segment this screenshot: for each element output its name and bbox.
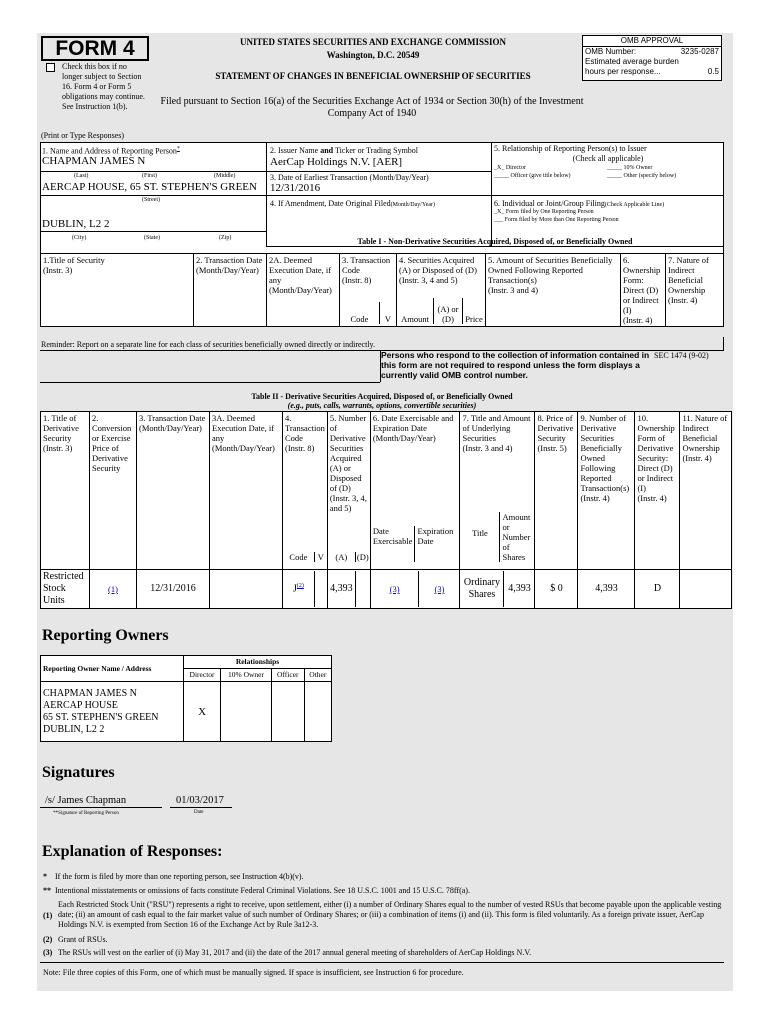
issuer-name: AerCap Holdings N.V. [AER] [270,156,403,168]
reminder-text: Reminder: Report on a separate line for each class of securities beneficially owned directly or indirectly. [41,340,376,349]
fn2-mark: (2) [43,935,53,944]
explanation-fn1: Each Restricted Stock Unit ("RSU") represents a right to receive, upon settlement, either (i) a number of Ordinary Shares equal to the number of vested RSUs that become payable upon the applicable vesting date; (ii) an amount of cash equal to the fair market value of such number of Ordinary Shares; or (iii) a combination of items (i) and (ii). This form is filed voluntarily. As a foreign private issuer, AerCap Holdings N.V. is exempted from Section 16 of the Exchange Act by Rule 3a12-3. [58,900,722,929]
filing-note: Note: File three copies of this Form, one of which must be manually signed. If space is insufficient, see Instruction 6 for procedure. [43,968,464,977]
signature-date: 01/03/2017 [176,795,224,806]
signature-value: /s/ James Chapman [45,795,127,806]
footnote-link-3b[interactable]: (3) [434,584,445,594]
t1-col-date: 2. Transaction Date (Month/Day/Year) [194,254,267,327]
omb-number-value: 3235-0287 [680,47,719,56]
explanation-heading: Explanation of Responses: [42,843,223,860]
signature-label: **Signature of Reporting Person [53,811,119,816]
relationship-label: 5. Relationship of Reporting Person(s) to Issuer [494,144,647,153]
table-row [41,570,732,609]
t2-sub-expiration: Expiration Date [414,526,459,562]
t1-sub-amount: Amount [401,314,429,324]
t1-col-acquired: 4. Securities Acquired (A) or Disposed of (D) (Instr. 3, 4 and 5) Amount (A) or (D) Price [397,254,486,327]
agency-location: Washington, D.C. 20549 [326,50,420,60]
ro-owner-line: CHAPMAN JAMES N [43,687,137,699]
reporting-owners-heading: Reporting Owners [42,627,169,644]
reporting-person-name: CHAPMAN JAMES N [42,155,146,167]
t2-col-form: 10. Ownership Form of Derivative Security: Direct (D) or Indirect (I) (Instr. 4) [635,412,680,570]
t2-sub-exercisable: Date Exercisable [372,526,413,546]
reporting-person-label: 1. Name and Address of Reporting Person [42,146,177,156]
reporting-owners-table [40,655,332,742]
t1-col-owned: 5. Amount of Securities Beneficially Owned Following Reported Transaction(s) (Instr. 3 and 4) [486,254,621,327]
signatures-heading: Signatures [42,764,115,781]
t1-col-nature: 7. Nature of Indirect Beneficial Ownership (Instr. 4) [666,254,724,327]
city-label: (City) [72,235,87,241]
t2-col-underlying: 7. Title and Amount of Underlying Securities (Instr. 3 and 4) Title Amount or Number of Shares [460,412,535,570]
table2-title: Table II - Derivative Securities Acquired, Disposed of, or Beneficially Owned [251,392,513,401]
last-name-label: (Last) [74,173,89,179]
explanation-star2: Intentional misstatements or omissions of facts constitute Federal Criminal Violations. See 18 U.S.C. 1001 and 15 U.S.C. 78ff(a). [55,886,470,895]
ro-owner-line: AERCAP HOUSE [43,699,118,711]
t1-col-form: 6. Ownership Form: Direct (D) or Indirect (I) (Instr. 4) [621,254,666,327]
ro-col-10pct: 10% Owner [221,669,272,682]
ro-col-other: Other [304,669,331,682]
statement-title: STATEMENT OF CHANGES IN BENEFICIAL OWNERSHIP OF SECURITIES [215,71,531,81]
officer-check[interactable]: _____ Officer (give title below) [494,173,571,179]
omb-hours-label: hours per response... [585,67,661,76]
t2-sub-amount: Amount or Number of Shares [499,512,534,562]
t2-col-conversion: 2. Conversion or Exercise Price of Derivative Security [90,412,137,570]
agency-name: UNITED STATES SECURITIES AND EXCHANGE COMMISSION [240,37,506,47]
street-label: (Street) [142,197,160,203]
t2-sub-d: (D) [355,552,370,562]
amendment-label: 4. If Amendment, Date Original Filed [270,199,391,208]
ro-col-officer: Officer [271,669,304,682]
t1-sub-price: Price [462,298,485,324]
no-longer-subject-checkbox[interactable] [46,63,55,72]
ro-director-mark: X [184,682,221,742]
earliest-transaction-date: 12/31/2016 [270,182,321,194]
check-box-note: Check this box if no longer subject to Section 16. Form 4 or Form 5 obligations may continue. See Instruction 1(b). [62,62,145,111]
t1-col-code: 3. Transaction Code (Instr. 8) Code V [340,254,397,327]
t1-sub-code: Code [350,314,369,324]
director-check[interactable]: _X_ Director [494,165,526,171]
fn3-mark: (3) [43,948,53,957]
explanation-star1: If the form is filed by more than one reporting person, see Instruction 4(b)(v). [55,872,304,881]
filing-label: 6. Individual or Joint/Group Filing [494,199,605,208]
t2-col-owned: 9. Number of Derivative Securities Beneficially Owned Following Reported Transaction(s) (Instr. 4) [578,412,635,570]
print-type-note: (Print or Type Responses) [41,131,125,140]
t2-row-owned: 4,393 [578,570,635,609]
table-row [41,682,332,742]
amendment-sub: (Month/Day/Year) [390,202,436,208]
footnote-link-1[interactable]: (1) [108,584,118,594]
zip-label: (Zip) [219,235,232,241]
footnote-link-3a[interactable]: (3) [389,584,400,594]
ro-col-director: Director [184,669,221,682]
t2-col-title: 1. Title of Derivative Security (Instr. 3) [41,412,90,570]
ro-owner-line: 65 ST. STEPHEN'S GREEN [43,711,159,723]
table1 [40,253,724,327]
t2-col-code: 4. Transaction Code (Instr. 8) Code V [283,412,328,570]
t2-col-date: 3. Transaction Date (Month/Day/Year) [137,412,210,570]
other-check[interactable]: _____ Other (specify below) [607,173,677,179]
star1-mark: * [43,872,47,881]
t2-row-title: Ordinary Shares [463,577,501,600]
t1-sub-aord: (A) or (D) [433,298,462,324]
t2-row-price: $ 0 [535,570,578,609]
t2-row-amount: 4,393 [503,571,534,607]
explanation-fn2: Grant of RSUs. [58,935,108,944]
t2-sub-title: Title [472,528,488,538]
middle-name-label: (Middle) [214,173,236,179]
persons-notice: Persons who respond to the collection of information contained in this form are not required to respond unless the form displays a currently valid OMB control number. [381,350,650,380]
filing-more-persons[interactable]: ___ Form filed by More than One Reporting Person [494,217,619,223]
ro-col-relationships: Relationships [184,656,332,669]
filing-label-sub: (Check Applicable Line) [604,202,665,208]
ro-col-name: Reporting Owner Name / Address [41,656,184,682]
t2-row-code: J [292,583,297,595]
form-title: FORM 4 [41,36,149,61]
form-page: FORM 4 Check this box if no longer subject to Section 16. Form 4 or Form 5 obligations may continue. See Instruction 1(b). UNITED STATES SECURITIES AND EXCHANGE COMMISSION Washington, D.C. 20549 STATEMENT OF CHANGES IN BENEFICIAL OWNERSHIP OF SECURITIES Filed pursuant to Section 16(a) of the Securities Exchange Act of 1934 or Section 30(h) of the Investment Company Act of 1940 OMB APPROVAL OMB Number: 3235-0287 Estimated average burden hours per response... 0.5 (Print or Type Responses) 1. Name and Address of Reporting Person* CHAPMAN JAMES N (Last) (First) (Middle) AERCAP HOUSE, 65 ST. STEPHEN'S GREEN (Street) DUBLIN, L2 2 (City) (State) (Zip) 2. Issuer Name and Ticker or Trading Symbol AerCap Holdings N.V. [AER] 3. Date of Earliest Transaction (Month/Day/Year) 12/31/2016 4. If Amendment, Date Original Filed(Month/Day/Year) 5. Relationship of Reporting Person(s) to Issuer (Check all applicable) _X_ Director _____ 10% Owner _____ Officer (give title below) _____ Other (specify below) 6. Individual or Joint/Group Filing(Check Applicable Line) _X_ Form filed by One Reporting Person ___ Form filed by More than One Reporting Person Table I - Non-Derivative Securities Acquired, Disposed of, or Beneficially Owned 1.Title of Security (Instr. 3) 2. Transaction Date (Month/Day/Year) 2A. Deemed Execution Date, if any (Month/Day/Year) 3. Transaction Code (Instr. 8) Code V 4. Securities Acquired (A) or Disposed of (D) (Instr. 3, 4 and 5) Amount (A) or (D) Price 5. Amount of Securities Beneficially Owned Following Reported Transaction(s) (Instr. 3 and 4) 6. Ownership Form: Direct (D) or Indirect (I) (Instr. 4) 7. Nature of Indirect Beneficial Ownership (Instr. 4) Reminder: Report on a separate line for each class of securities beneficially owned directly or indirectly. Persons who respond to the collection of information contained in this form are not required to respond unless the form displays a currently valid OMB control number. SEC 1474 (9-02) Table II - Derivative Securities Acquired, Disposed of, or Beneficially Owned (e.g., puts, calls, warrants, options, convertible securities) 1. Title of Derivative Security (Instr. 3) 2. Conversion or Exercise Price of Derivative Security 3. Transaction Date (Month/Day/Year) 3A. Deemed Execution Date, if any (Month/Day/Year) 4. Transaction Code (Instr. 8) Code V 5. Number of Derivative Securities Acquired (A) or Disposed of (D) (Instr. 3, 4, and 5) (A) (D) 6. Date Exercisable and Expiration Date (Month/Day/Year) Date Exercisable Expiration Date 7. Title and Amount of Underlying Securities (Instr. 3 and 4) Title Amount or Number of Shares 8. Price of Derivative Security (Instr. 5) 9. Number of Derivative Securities Beneficially Owned Following Reported Transaction(s) (Instr. 4) 10. Ownership Form of Derivative Security: Direct (D) or Indirect (I) (Instr. 4) 11. Nature of Indirect Beneficial Ownership (Instr. 4) Restricted Stock Units (1) 12/31/2016 $J^{(2)}$ 4,393 (3) (3) Ordinary Shares 4,393 $ 0 4,393 D Reporting Owners Reporting Owner Name / Address Relationships Director 10% Owner Officer Other CHAPMAN JAMES N AERCAP HOUSE 65 ST. STEPHEN'S GREEN DUBLIN, L2 2 X Signatures /s/ James Chapman 01/03/2017 **Signature of Reporting Person Date Explanation of Responses: * If the form is filed by more than one reporting person, see Instruction 4(b)(v). ** Intentional misstatements or omissions of facts constitute Federal Criminal Violations. See 18 U.S.C. 1001 and 15 U.S.C. 78ff(a). (1) Each Restricted Stock Unit ("RSU") represents a right to receive, upon settlement, either (i) a number of Ordinary Shares equal to the number of vested RSUs that become payable upon the applicable vesting date; (ii) an amount of cash equal to the fair market value of such number of Ordinary Shares; or (iii) a combination of items (i) and (ii). This form is filed voluntarily. As a foreign private issuer, AerCap Holdings N.V. is exempted from Section 16 of the Exchange Act by Rule 3a12-3. (2) Grant of RSUs. (3) The RSUs will vest on the earlier of (i) May 31, 2017 and (ii) the date of the 2017 annual general meeting of shareholders of AerCap Holdings N.V. Note: File three copies of this Form, one of which must be manually signed. If space is insufficient, see Instruction 6 for procedure. [37,33,733,991]
table2-subtitle: (e.g., puts, calls, warrants, options, convertible securities) [287,401,477,410]
omb-header: OMB APPROVAL [583,36,721,47]
ten-percent-owner-check[interactable]: _____ 10% Owner [607,165,653,171]
t1-col-title: 1.Title of Security (Instr. 3) [41,254,194,327]
star2-mark: ** [43,886,51,895]
reporting-person-address: AERCAP HOUSE, 65 ST. STEPHEN'S GREEN [42,181,257,193]
date-label: Date [194,810,204,815]
ro-owner-line: DUBLIN, L2 2 [43,723,105,735]
reporting-person-city: DUBLIN, L2 2 [42,218,110,230]
t2-col-deemed: 3A. Deemed Execution Date, if any (Month/Day/Year) [210,412,283,570]
t1-sub-v: V [379,302,396,324]
t2-sub-v: V [314,552,327,562]
t2-col-exercisable: 6. Date Exercisable and Expiration Date (Month/Day/Year) Date Exercisable Expiration Date [370,412,460,570]
t2-row-date: 12/31/2016 [137,570,210,609]
filed-pursuant: Filed pursuant to Section 16(a) of the Securities Exchange Act of 1934 or Section 30(h) of the Investment Company Act of 1940 [160,96,584,119]
reporting-person-footnote-link[interactable]: * [176,146,180,152]
sec-code: SEC 1474 (9-02) [654,351,709,360]
t2-sub-a: (A) [335,552,348,562]
omb-burden-label: Estimated average burden [585,57,679,66]
t2-col-price: 8. Price of Derivative Security (Instr. 5) [535,412,578,570]
t2-sub-code: Code [289,552,308,562]
first-name-label: (First) [142,173,157,179]
footnote-link-2[interactable]: (2) [296,583,304,590]
omb-hours-value: 0.5 [707,67,719,76]
state-label: (State) [144,235,160,241]
filing-one-person[interactable]: _X_ Form filed by One Reporting Person [494,209,594,215]
explanation-fn3: The RSUs will vest on the earlier of (i) May 31, 2017 and (ii) the date of the 2017 annual general meeting of shareholders of AerCap Holdings N.V. [58,948,532,957]
earliest-transaction-label: 3. Date of Earliest Transaction (Month/Day/Year) [270,173,429,182]
t1-col-deemed: 2A. Deemed Execution Date, if any (Month/Day/Year) [267,254,340,327]
table1-title: Table I - Non-Derivative Securities Acquired, Disposed of, or Beneficially Owned [357,237,633,246]
omb-number-label: OMB Number: [585,47,637,56]
t2-row-acquired: 4,393 [330,583,353,594]
table2 [40,411,732,609]
t2-row-form: D [635,570,680,609]
fn1-mark: (1) [43,910,53,920]
t2-col-number: 5. Number of Derivative Securities Acquired (A) or Disposed of (D) (Instr. 3, 4, and 5) (A) (D) [327,412,370,570]
t2-row-security: Restricted Stock Units [41,570,90,609]
relationship-sub: (Check all applicable) [572,154,644,163]
t2-col-nature: 11. Nature of Indirect Beneficial Ownership (Instr. 4) [680,412,732,570]
omb-approval-box [582,35,722,81]
